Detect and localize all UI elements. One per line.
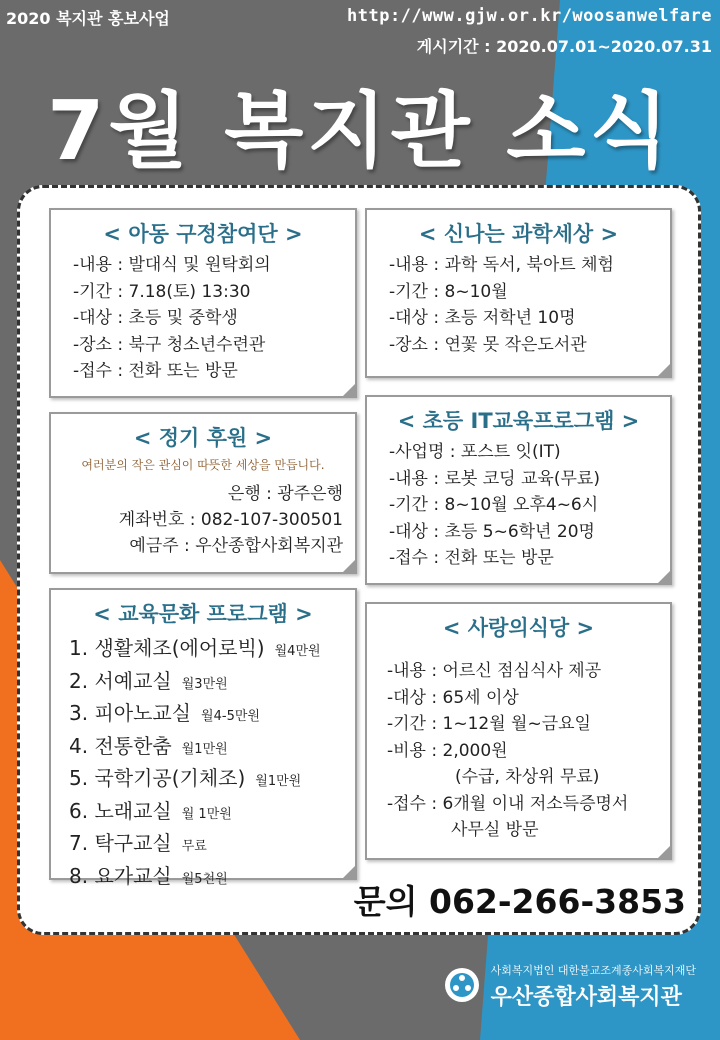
science-title: < 신나는 과학세상 > — [418, 222, 619, 246]
it-program-card — [365, 395, 672, 585]
it-target-line: -대상 : 초등 5~6학년 20명 — [389, 521, 595, 542]
science-content-line: -내용 : 과학 독서, 북아트 체험 — [389, 255, 614, 275]
program-price: 무료 — [181, 839, 207, 854]
program-name: 5. 국학기공(기체조) — [69, 766, 246, 790]
footer-org — [443, 962, 696, 1011]
list-item — [69, 667, 355, 700]
cafeteria-cost-note: (수급, 차상위 무료) — [455, 767, 600, 787]
program-price: 월3만원 — [181, 676, 228, 692]
children-place-line: -장소 : 북구 청소년수련관 — [73, 334, 266, 355]
cafeteria-content-line: -내용 : 어르신 점심식사 제공 — [387, 661, 602, 681]
program-price: 월5천원 — [181, 871, 228, 887]
list-item — [69, 862, 355, 895]
program-price: 월1만원 — [181, 741, 228, 757]
list-item — [69, 797, 355, 830]
event-label: 2020 복지관 홍보사업 — [6, 9, 170, 28]
donation-title: < 정기 후원 > — [133, 426, 273, 450]
it-content-line: -내용 : 로봇 코딩 교육(무료) — [389, 468, 600, 489]
program-name: 8. 요가교실 — [69, 863, 172, 888]
education-program-title: < 교육문화 프로그램 > — [93, 602, 313, 626]
list-item — [69, 699, 355, 732]
cafeteria-card — [365, 602, 672, 860]
donation-slogan: 여러분의 작은 관심이 따뜻한 세상을 만듭니다. — [81, 458, 325, 472]
contact-phone[interactable]: 문의 062-266-3853 — [353, 882, 686, 921]
list-item — [69, 732, 355, 765]
list-item — [69, 634, 355, 667]
program-price: 월4-5만원 — [201, 709, 260, 724]
cafeteria-cost-line: -비용 : 2,000원 — [387, 740, 508, 761]
website-url[interactable]: http://www.gjw.or.kr/woosanwelfare — [347, 6, 712, 26]
children-content-line: -내용 : 발대식 및 원탁회의 — [73, 255, 271, 275]
children-council-title: < 아동 구정참여단 > — [103, 222, 303, 246]
program-name: 7. 탁구교실 — [69, 831, 172, 855]
program-name: 3. 피아노교실 — [69, 701, 192, 725]
footer-org-name: 우산종합사회복지관 — [490, 985, 682, 1010]
posting-period: 게시기간 : 2020.07.01~2020.07.31 — [416, 37, 712, 56]
education-program-card — [49, 588, 357, 888]
program-name: 2. 서예교실 — [69, 668, 172, 693]
it-apply-line: -접수 : 전화 또는 방문 — [389, 548, 554, 568]
it-period-line: -기간 : 8~10월 오후4~6시 — [389, 495, 599, 515]
org-logo-icon — [443, 966, 481, 1004]
donation-holder-line: 예금주 : 우산종합사회복지관 — [129, 536, 343, 556]
it-program-title: < 초등 IT교육프로그램 > — [397, 409, 640, 433]
page-title: 7월 복지관 소식 — [47, 84, 673, 179]
children-target-line: -대상 : 초등 및 중학생 — [73, 308, 238, 328]
donation-card — [49, 412, 357, 574]
children-period-line: -기간 : 7.18(토) 13:30 — [73, 281, 251, 302]
cafeteria-apply-line: -접수 : 6개월 이내 저소득증명서 — [387, 793, 629, 814]
science-target-line: -대상 : 초등 저학년 10명 — [389, 308, 576, 328]
program-price: 월4만원 — [274, 644, 321, 659]
list-item — [69, 829, 355, 862]
program-name: 6. 노래교실 — [69, 798, 172, 823]
cafeteria-title: < 사랑의식당 > — [442, 616, 595, 640]
donation-account-line: 계좌번호 : 082-107-300501 — [118, 510, 343, 530]
program-price: 월1만원 — [255, 774, 302, 789]
science-card — [365, 208, 672, 378]
science-period-line: -기간 : 8~10월 — [389, 281, 508, 302]
footer-subtitle: 사회복지법인 대한불교조계종사회복지재단 — [490, 964, 696, 977]
cafeteria-target-line: -대상 : 65세 이상 — [387, 687, 519, 708]
donation-bank-line: 은행 : 광주은행 — [227, 484, 343, 504]
it-project-line: -사업명 : 포스트 잇(IT) — [389, 442, 561, 462]
list-item — [69, 764, 355, 797]
science-place-line: -장소 : 연꽃 못 작은도서관 — [389, 334, 587, 355]
children-apply-line: -접수 : 전화 또는 방문 — [73, 361, 238, 381]
cafeteria-period-line: -기간 : 1~12월 월~금요일 — [387, 714, 591, 734]
children-council-card — [49, 208, 357, 398]
cafeteria-apply-note: 사무실 방문 — [451, 820, 539, 840]
program-price: 월 1만원 — [181, 806, 232, 822]
program-name: 1. 생활체조(에어로빅) — [69, 636, 265, 660]
program-name: 4. 전통한춤 — [69, 733, 172, 758]
